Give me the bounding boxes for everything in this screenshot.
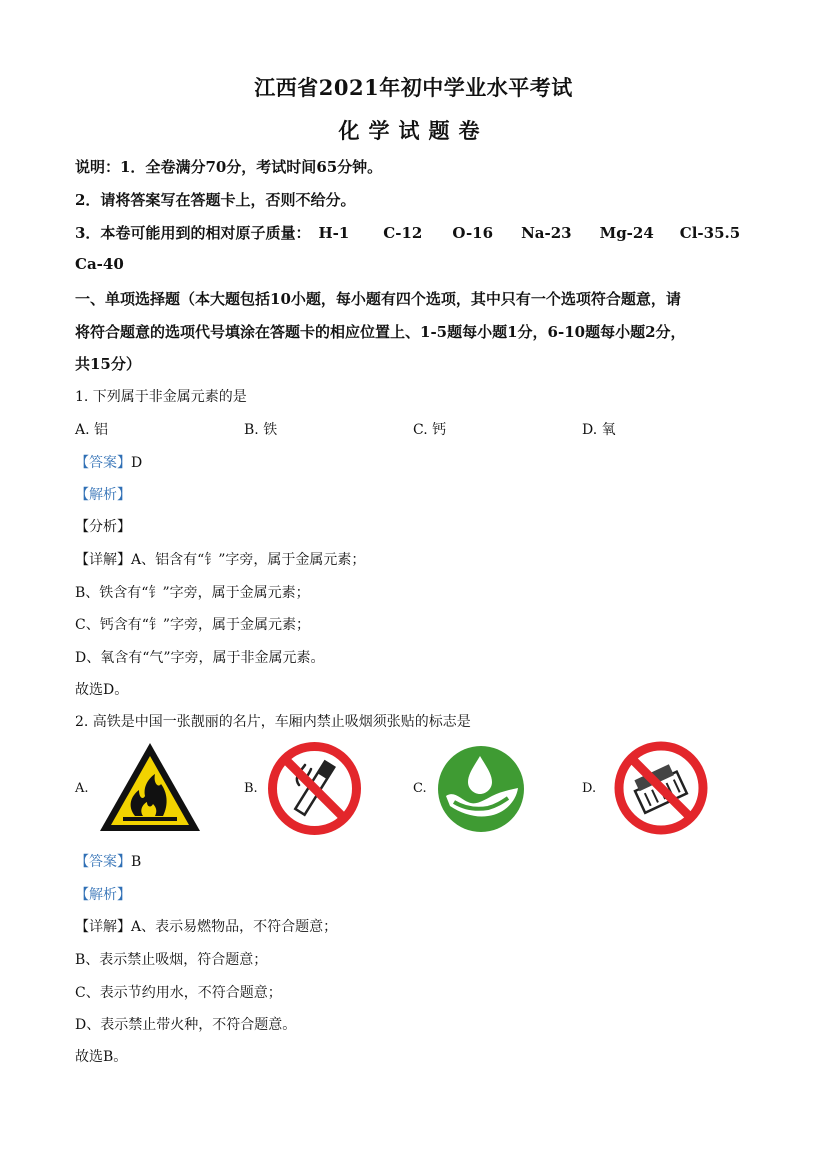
question-2-analysis-label: 【解析】 (75, 887, 131, 903)
question-1-detail-line: B、铁含有“钅”字旁，属于金属元素； (75, 585, 310, 601)
question-1-option-b: B. 铁 (244, 422, 278, 438)
atomic-mass-item: Cl-35.5 (679, 224, 741, 242)
question-2-option-a-letter: A. (75, 781, 89, 796)
atomic-mass-item: O-16 (452, 224, 494, 242)
answer-label: 【答案】 (75, 854, 131, 870)
question-2-detail-line: C、表示节约用水，不符合题意； (75, 985, 282, 1001)
atomic-mass-item: Na-23 (521, 224, 572, 242)
question-2-detail-line: 【详解】A、表示易燃物品，不符合题意； (75, 919, 338, 935)
question-1-answer (75, 452, 142, 472)
water-saving-icon (436, 744, 526, 834)
question-2-detail-line: B、表示禁止吸烟，符合题意； (75, 952, 268, 968)
atomic-mass-item: H-1 (318, 224, 350, 242)
question-2-detail-line: D、表示禁止带火种，不符合题意。 (75, 1017, 297, 1033)
question-1-fenxi-label: 【分析】 (75, 519, 131, 535)
question-1-option-d: D. 氧 (582, 422, 616, 438)
section-heading-line-3: 共15分） (75, 355, 141, 373)
question-1-detail-line: D、氧含有“气”字旁，属于非金属元素。 (75, 650, 325, 666)
question-2-detail-line: 故选B。 (75, 1049, 128, 1065)
question-1-detail-line: C、钙含有“钅”字旁，属于金属元素； (75, 617, 311, 633)
answer-value: D (131, 455, 143, 471)
question-2-answer (75, 851, 141, 871)
question-2-option-b-letter: B. (244, 781, 258, 796)
answer-label: 【答案】 (75, 455, 131, 471)
question-1-option-a: A. 铝 (75, 422, 109, 438)
page-title: 江西省2021年初中学业水平考试 (254, 75, 573, 100)
section-heading-line-1: 一、单项选择题（本大题包括10小题，每小题有四个选项，其中只有一个选项符合题意，请 (75, 290, 681, 308)
question-2-stem: 2. 高铁是中国一张靓丽的名片，车厢内禁止吸烟须张贴的标志是 (75, 714, 471, 730)
no-fire-kindling-icon (613, 740, 709, 836)
question-2-option-c-letter: C. (413, 781, 427, 796)
question-1-detail-line: 【详解】A、铝含有“钅”字旁，属于金属元素； (75, 552, 366, 568)
atomic-mass-prefix: 3．本卷可能用到的相对原子质量： (75, 224, 311, 242)
instruction-line-3 (75, 222, 740, 243)
section-heading-line-2: 将符合题意的选项代号填涂在答题卡的相应位置上、1-5题每小题1分，6-10题每小题2分， (75, 323, 686, 341)
atomic-mass-item: Mg-24 (599, 224, 654, 242)
flammable-warning-icon (97, 740, 203, 835)
question-1-analysis-label: 【解析】 (75, 487, 131, 503)
question-1-option-c: C. 钙 (413, 422, 447, 438)
answer-value: B (131, 854, 142, 870)
instruction-line-2: 2．请将答案写在答题卡上，否则不给分。 (75, 191, 356, 209)
no-smoking-icon (267, 741, 362, 836)
atomic-mass-item: Ca-40 (75, 255, 124, 273)
question-1-detail-line: 故选D。 (75, 682, 129, 698)
instruction-line-1: 说明：1．全卷满分70分，考试时间65分钟。 (75, 158, 383, 176)
question-2-option-d-letter: D. (582, 781, 597, 796)
page-subtitle: 化学试题卷 (338, 118, 489, 143)
atomic-mass-item: C-12 (383, 224, 423, 242)
question-1-stem: 1. 下列属于非金属元素的是 (75, 389, 247, 405)
